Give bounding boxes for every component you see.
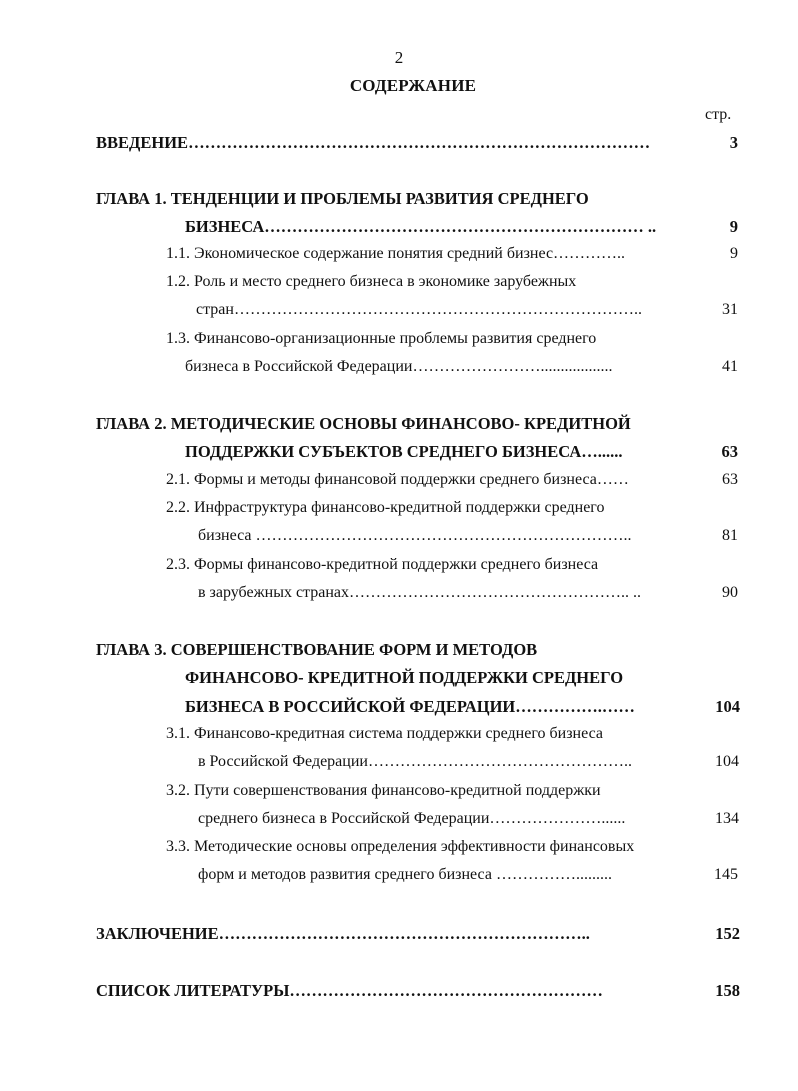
toc-chapter3-line1: ГЛАВА 3. СОВЕРШЕНСТВОВАНИЕ ФОРМ И МЕТОДОВ — [96, 640, 538, 659]
toc-section-1-2-line2: стран………………………………………………………………….. — [196, 301, 642, 318]
toc-section-3-2-page: 134 — [715, 810, 739, 827]
toc-chapter3-page: 104 — [715, 697, 740, 716]
toc-section-3-1-page: 104 — [715, 753, 739, 770]
toc-section-2-1: 2.1. Формы и методы финансовой поддержки среднего бизнеса…… — [166, 471, 629, 488]
toc-intro-page: 3 — [729, 133, 738, 152]
toc-intro-dots: ………………………………………………………………………… — [188, 133, 651, 152]
toc-section-2-2-line2: бизнеса …………………………………………………………….. — [198, 527, 632, 544]
toc-chapter1-page: 9 — [729, 217, 738, 236]
toc-section-3-2-line2: среднего бизнеса в Российской Федерации…………………...... — [198, 810, 626, 827]
toc-section-1-3-line2: бизнеса в Российской Федерации…………………….................. — [185, 358, 613, 375]
toc-section-1-3-line1: 1.3. Финансово-организационные проблемы развития среднего — [166, 330, 597, 347]
toc-chapter1-line1: ГЛАВА 1. ТЕНДЕНЦИИ И ПРОБЛЕМЫ РАЗВИТИЯ СРЕДНЕГО — [96, 189, 589, 208]
toc-section-2-2-line1: 2.2. Инфраструктура финансово-кредитной поддержки среднего — [166, 499, 605, 516]
toc-section-1-1: 1.1. Экономическое содержание понятия средний бизнес………….. — [166, 245, 626, 262]
toc-conclusion-page: 152 — [715, 924, 740, 943]
toc-entry-conclusion: ЗАКЛЮЧЕНИЕ………………………………………………………….. — [96, 924, 590, 943]
toc-chapter3-line2: ФИНАНСОВО- КРЕДИТНОЙ ПОДДЕРЖКИ СРЕДНЕГО — [185, 668, 624, 687]
page-column-label: стр. — [705, 106, 732, 123]
toc-section-3-3-line2: форм и методов развития среднего бизнеса ……………......... — [198, 866, 612, 883]
toc-section-3-1-line2: в Российской Федерации………………………………………….. — [198, 753, 632, 770]
toc-section-1-2-page: 31 — [722, 301, 738, 318]
toc-references-page: 158 — [715, 981, 740, 1000]
toc-section-3-3-line1: 3.3. Методические основы определения эффективности финансовых — [166, 838, 635, 855]
page-title: СОДЕРЖАНИЕ — [349, 76, 477, 95]
toc-section-2-2-page: 81 — [722, 527, 738, 544]
toc-chapter2-line1: ГЛАВА 2. МЕТОДИЧЕСКИЕ ОСНОВЫ ФИНАНСОВО- КРЕДИТНОЙ — [96, 414, 631, 433]
toc-section-1-2-line1: 1.2. Роль и место среднего бизнеса в экономике зарубежных — [166, 273, 577, 290]
toc-section-2-1-page: 63 — [722, 471, 738, 488]
toc-entry-references: СПИСОК ЛИТЕРАТУРЫ………………………………………………… — [96, 981, 603, 1000]
toc-chapter1-line2: БИЗНЕСА…………………………………………………………… .. — [185, 217, 657, 236]
toc-section-1-3-page: 41 — [722, 358, 738, 375]
toc-entry-intro — [96, 133, 726, 153]
toc-section-2-3-line2: в зарубежных странах…………………………………………….. .. — [198, 584, 642, 601]
toc-section-3-2-line1: 3.2. Пути совершенствования финансово-кредитной поддержки — [166, 782, 601, 799]
toc-section-2-3-page: 90 — [722, 584, 738, 601]
toc-section-2-3-line1: 2.3. Формы финансово-кредитной поддержки среднего бизнеса — [166, 556, 599, 573]
toc-chapter2-line2: ПОДДЕРЖКИ СУБЪЕКТОВ СРЕДНЕГО БИЗНЕСА…...... — [185, 442, 623, 461]
toc-intro-title: ВВЕДЕНИЕ — [96, 133, 189, 152]
toc-section-3-3-page: 145 — [714, 866, 738, 883]
toc-section-1-1-page: 9 — [730, 245, 738, 262]
page-number: 2 — [394, 48, 404, 67]
toc-chapter3-line3: БИЗНЕСА В РОССИЙСКОЙ ФЕДЕРАЦИИ…………….…… — [185, 697, 635, 716]
toc-section-3-1-line1: 3.1. Финансово-кредитная система поддержки среднего бизнеса — [166, 725, 603, 742]
toc-chapter2-page: 63 — [721, 442, 738, 461]
